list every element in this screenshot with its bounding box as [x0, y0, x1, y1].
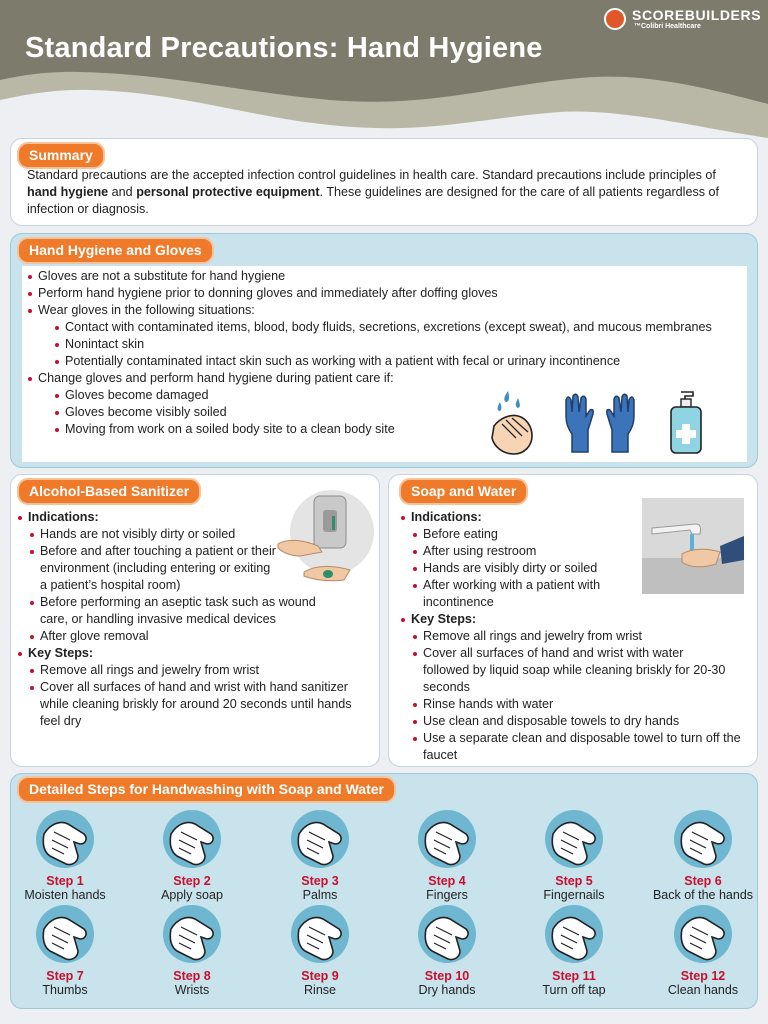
summary-bold-ppe: personal protective equipment — [136, 185, 320, 199]
summary-bold-hand-hygiene: hand hygiene — [27, 185, 109, 199]
handwash-step-icon — [163, 810, 221, 868]
step-number: Step 11 — [552, 969, 596, 983]
summary-text — [27, 167, 743, 218]
list-item — [29, 628, 367, 645]
handwash-step-icon — [545, 905, 603, 963]
list-item-text: Before and after touching a patient or their environment (including entering or exiting a patient’s hospital room) — [40, 544, 276, 592]
list-item — [412, 577, 602, 611]
handwash-step-icon — [291, 905, 349, 963]
list-item-text: Cover all surfaces of hand and wrist with hand sanitizer while cleaning briskly for around 20 seconds until hands feel dry — [40, 680, 352, 728]
list-item — [29, 543, 279, 594]
list-item-text: Remove all rings and jewelry from wrist — [40, 663, 260, 677]
list-item-text: Hands are not visibly dirty or soiled — [40, 527, 236, 541]
step-number: Step 3 — [301, 874, 339, 888]
step-number: Step 4 — [428, 874, 466, 888]
list-item-text: Cover all surfaces of hand and wrist with water followed by liquid soap while cleaning briskly for 20-30 seconds — [423, 646, 726, 694]
step-label: Moisten hands — [24, 888, 106, 902]
step-card — [515, 810, 633, 902]
handwash-step-icon — [545, 810, 603, 868]
step-number: Step 12 — [680, 969, 726, 983]
gloves-icon — [560, 390, 640, 456]
step-number: Step 6 — [684, 874, 722, 888]
step-label: Dry hands — [418, 983, 476, 997]
soap-title: Soap and Water — [399, 478, 528, 505]
step-number: Step 7 — [46, 969, 84, 983]
handwash-hands-icon — [488, 388, 538, 460]
step-card — [644, 905, 762, 997]
list-item-text: Use a separate clean and disposable towel to turn off the faucet — [423, 731, 741, 762]
list-item — [412, 560, 750, 577]
list-item-text: Rinse hands with water — [423, 697, 554, 711]
handwash-step-icon — [674, 905, 732, 963]
sanitizer-title: Alcohol-Based Sanitizer — [17, 478, 201, 505]
step-number: Step 8 — [173, 969, 211, 983]
list-item: Nonintact skin — [54, 336, 717, 353]
gloves-title: Hand Hygiene and Gloves — [17, 237, 214, 264]
handwash-step-icon — [674, 810, 732, 868]
soap-indications-label: Indications: — [400, 509, 750, 526]
summary-text-1: Standard precautions are the accepted infection control guidelines in health care. Standard precautions include principles of — [27, 168, 716, 182]
header-banner — [0, 0, 768, 140]
list-item — [29, 662, 367, 679]
list-item — [412, 645, 732, 696]
sanitizer-list — [17, 509, 367, 730]
step-label: Palms — [302, 888, 338, 902]
logo-mark-icon — [604, 8, 626, 30]
handwash-step-icon — [36, 905, 94, 963]
detailed-steps-title: Detailed Steps for Handwashing with Soap and Water — [17, 776, 396, 803]
list-item — [412, 526, 750, 543]
list-item-text: Before eating — [423, 527, 498, 541]
list-item — [412, 543, 750, 560]
step-card — [133, 905, 251, 997]
step-label: Rinse — [304, 983, 336, 997]
step-number: Step 10 — [424, 969, 470, 983]
sanitizer-bottle-icon — [665, 390, 705, 456]
list-item: Moving from work on a soiled body site to a clean body site — [54, 421, 717, 438]
step-label: Apply soap — [161, 888, 223, 902]
step-number: Step 2 — [173, 874, 211, 888]
sanitizer-indications-label: Indications: — [17, 509, 367, 526]
list-item: Gloves become visibly soiled — [54, 404, 717, 421]
step-card — [261, 810, 379, 902]
summary-title: Summary — [17, 142, 105, 169]
list-item-text: After working with a patient with incontinence — [423, 578, 601, 609]
list-item — [412, 628, 750, 645]
step-label: Clean hands — [667, 983, 739, 997]
list-item: Wear gloves in the following situations: — [27, 302, 717, 319]
brand-logo — [604, 7, 764, 33]
handwash-step-icon — [291, 810, 349, 868]
list-item — [412, 696, 750, 713]
handwash-step-icon — [418, 810, 476, 868]
list-item: Perform hand hygiene prior to donning gloves and immediately after doffing gloves — [27, 285, 717, 302]
step-number: Step 5 — [555, 874, 593, 888]
step-card — [6, 905, 124, 997]
step-label: Fingers — [426, 888, 468, 902]
step-label: Back of the hands — [652, 888, 754, 902]
list-item — [412, 730, 750, 764]
list-item-text: Use clean and disposable towels to dry hands — [423, 714, 680, 728]
handwash-step-icon — [36, 810, 94, 868]
list-item-text: After using restroom — [423, 544, 537, 558]
list-item: Change gloves and perform hand hygiene during patient care if: — [27, 370, 717, 387]
list-item-text: Before performing an aseptic task such as wound care, or handling invasive medical devices — [40, 595, 316, 626]
brand-name: SCOREBUILDERS — [632, 7, 762, 23]
step-card — [644, 810, 762, 902]
brand-subtitle: ™Colibri Healthcare — [634, 23, 701, 30]
list-item — [29, 526, 367, 543]
list-item-text: Remove all rings and jewelry from wrist — [423, 629, 643, 643]
list-item — [412, 713, 750, 730]
list-item: Potentially contaminated intact skin such as working with a patient with fecal or urinary incontinence — [54, 353, 717, 370]
step-label: Thumbs — [42, 983, 88, 997]
list-item: Contact with contaminated items, blood, body fluids, secretions, excretions (except sweat), and mucous membranes — [54, 319, 717, 336]
page-title: Standard Precautions: Hand Hygiene — [25, 32, 543, 64]
step-number: Step 1 — [46, 874, 84, 888]
list-item — [29, 679, 367, 730]
step-card — [515, 905, 633, 997]
handwash-step-icon — [418, 905, 476, 963]
step-label: Wrists — [174, 983, 210, 997]
summary-text-2: and — [108, 185, 137, 199]
soap-steps-label: Key Steps: — [400, 611, 750, 628]
summary-text-3: . These guidelines are designed for the care of all patients regardless of infection or diagnosis. — [27, 185, 720, 216]
step-card — [261, 905, 379, 997]
list-item-text: Hands are visibly dirty or soiled — [423, 561, 598, 575]
soap-list — [400, 509, 750, 764]
list-item: Gloves become damaged — [54, 387, 717, 404]
sanitizer-steps-label: Key Steps: — [17, 645, 367, 662]
list-item — [29, 594, 319, 628]
handwash-step-icon — [163, 905, 221, 963]
step-card — [388, 905, 506, 997]
step-card — [388, 810, 506, 902]
step-number: Step 9 — [301, 969, 339, 983]
list-item: Gloves are not a substitute for hand hygiene — [27, 268, 717, 285]
list-item-text: After glove removal — [40, 629, 149, 643]
step-label: Fingernails — [543, 888, 605, 902]
step-card — [6, 810, 124, 902]
step-card — [133, 810, 251, 902]
step-label: Turn off tap — [542, 983, 606, 997]
